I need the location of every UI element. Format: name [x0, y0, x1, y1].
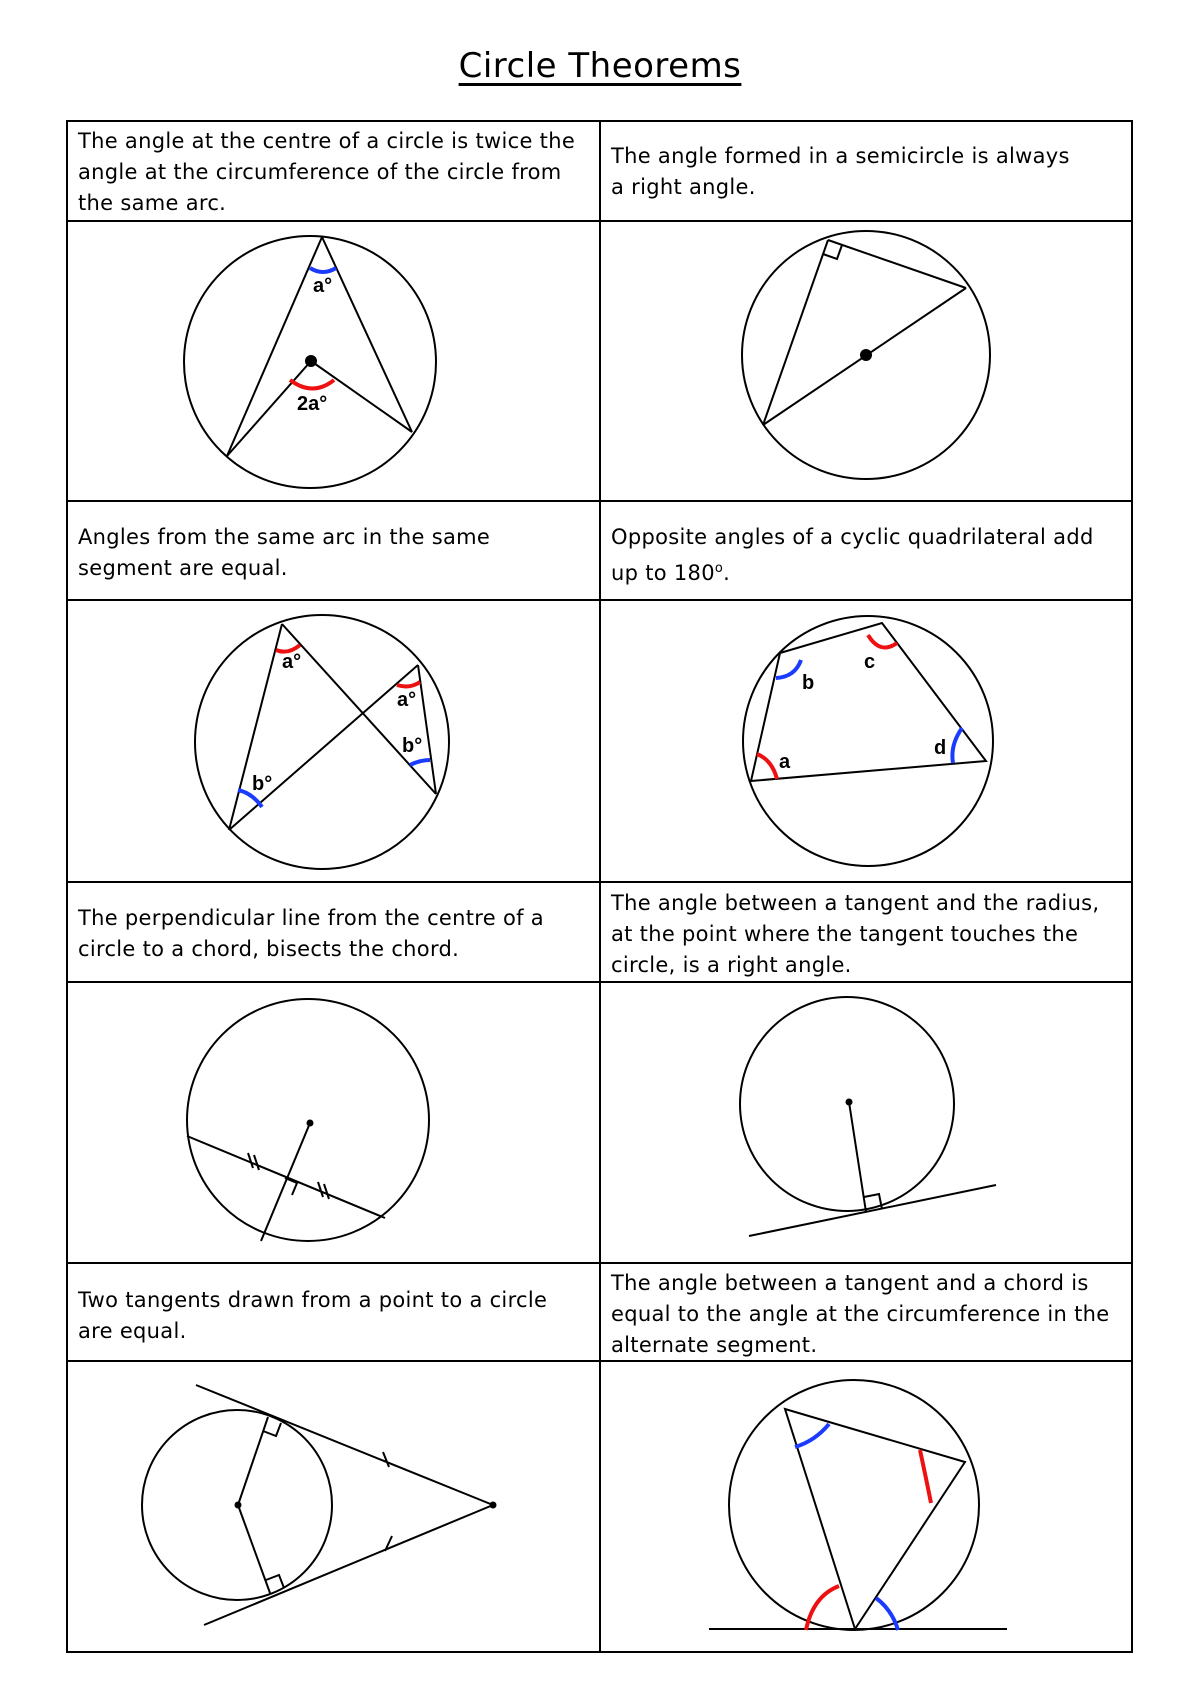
label-b-2: b°	[402, 735, 423, 757]
theorem-4-text-end: .	[723, 561, 731, 585]
theorem-2-text: The angle formed in a semicircle is always a right angle.	[611, 144, 1070, 199]
theorem-4-degree: o	[714, 561, 724, 576]
label-b: b	[802, 672, 815, 694]
theorem-5-text: The perpendicular line from the centre of a circle to a chord, bisects the chord.	[78, 906, 544, 961]
theorem-6-text: The angle between a tangent and the radius, at the point where the tangent touches the circle, is a right angle.	[611, 891, 1100, 977]
theorem-7-text: Two tangents drawn from a point to a circle are equal.	[78, 1288, 548, 1343]
label-2a: 2a°	[297, 393, 328, 415]
label-a-2: a°	[397, 689, 417, 711]
theorem-1-text: The angle at the centre of a circle is twice the angle at the circumference of the circle from the same arc.	[78, 129, 576, 215]
label-d: d	[934, 737, 947, 759]
label-a: a°	[313, 275, 333, 297]
label-a-1: a°	[282, 651, 302, 673]
theorem-3-text: Angles from the same arc in the same segment are equal.	[78, 525, 491, 580]
theorem-table	[66, 120, 1133, 1653]
label-a: a	[779, 751, 791, 773]
theorem-4-text	[611, 522, 1121, 589]
theorem-8-text: The angle between a tangent and a chord is equal to the angle at the circumference in the alternate segment.	[611, 1271, 1110, 1357]
label-b-1: b°	[252, 773, 273, 795]
theorem-4-text-main: Opposite angles of a cyclic quadrilateral add up to 180	[611, 525, 1094, 585]
page-title: Circle Theorems	[458, 46, 742, 86]
label-c: c	[864, 651, 876, 673]
